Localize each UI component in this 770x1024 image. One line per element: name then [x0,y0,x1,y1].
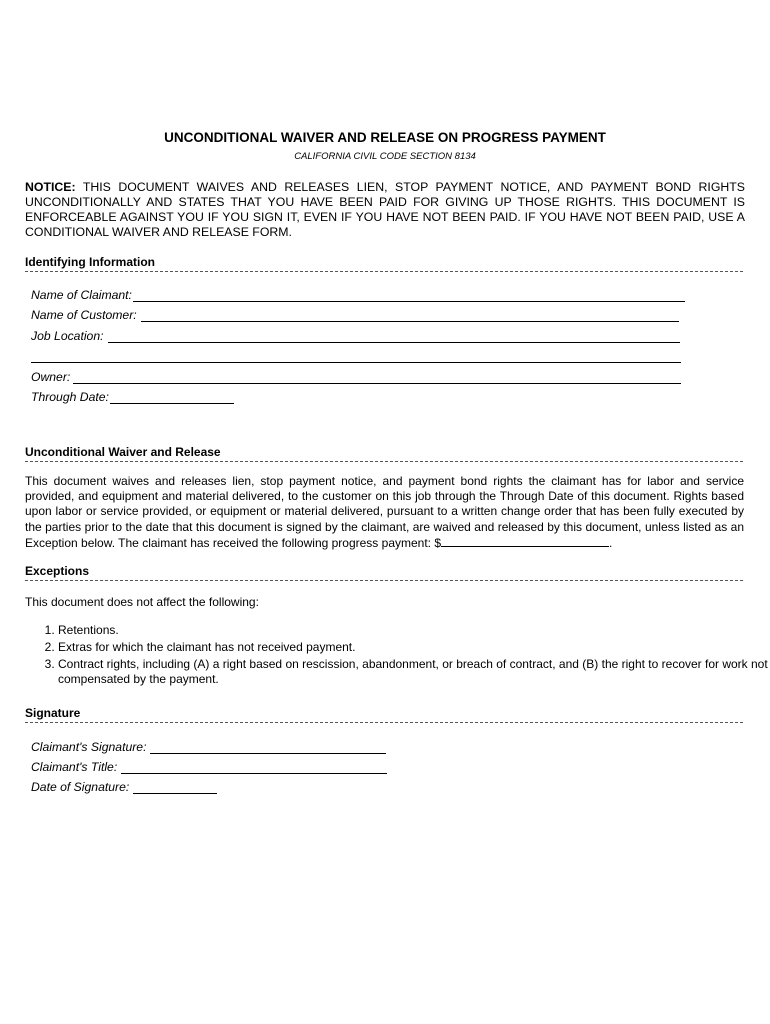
exception-item-contract-rights-text: 3. Contract rights, including (A) a right based on rescission, abandonment, or breach of contract, and (B) the right to recover for work not compensated by the payment. [58,657,768,686]
exception-item-contract-rights [58,656,770,687]
progress-payment-amount-line[interactable] [441,535,609,547]
claimant-title-field[interactable] [31,758,387,774]
through-date-field[interactable] [31,388,234,404]
waiver-body-text: This document waives and releases lien, stop payment notice, and payment bond rights the claimant has for labor and service provided, and equipment and material delivered, to the customer on this job through the Through Date of this document. Rights based upon labor or service provided, or equipment or material delivered, pursuant to a written change order that has been fully executed by the parties prior to the date that this document is signed by the claimant, are waived and released by this document, unless listed as an Exception below. The claimant has received the following progress payment: $ [25,474,744,550]
claimant-title-input-line[interactable] [121,761,387,774]
job-location-label: Job Location: [31,329,104,343]
claimant-signature-input-line[interactable] [150,741,386,754]
exceptions-list [25,622,770,687]
owner-label: Owner: [31,370,71,384]
name-of-customer-field[interactable] [31,306,679,322]
date-of-signature-field[interactable] [31,778,217,794]
exception-item-extras: 2. Extras for which the claimant has not received payment. [58,639,770,656]
notice-text: THIS DOCUMENT WAIVES AND RELEASES LIEN, STOP PAYMENT NOTICE, AND PAYMENT BOND RIGHTS UNCONDITIONALLY AND STATES THAT YOU HAVE BEEN PAID FOR GIVING UP THOSE RIGHTS. THIS DOCUMENT IS ENFORCEABLE AGAINST YOU IF YOU SIGN IT, EVEN IF YOU HAVE NOT BEEN PAID. IF YOU HAVE NOT BEEN PAID, USE A CONDITIONAL WAIVER AND RELEASE FORM. [25,180,745,239]
through-date-input-line[interactable] [110,391,234,404]
notice-label: NOTICE: [25,180,76,194]
notice-paragraph [25,180,745,240]
exceptions-intro: This document does not affect the following: [25,595,259,609]
owner-input-line[interactable] [73,371,681,384]
date-of-signature-input-line[interactable] [133,781,217,794]
name-of-customer-label: Name of Customer: [31,308,137,322]
job-location-field[interactable] [31,327,680,343]
claimant-signature-label: Claimant's Signature: [31,740,147,754]
claimant-title-label: Claimant's Title: [31,760,118,774]
date-of-signature-label: Date of Signature: [31,780,130,794]
waiver-end-punctuation: . [609,535,613,550]
through-date-label: Through Date: [31,390,109,404]
owner-field[interactable] [31,368,681,384]
job-location-continuation-line[interactable] [31,350,681,363]
name-of-customer-input-line[interactable] [141,309,679,322]
section-heading-identifying: Identifying Information [25,255,743,272]
document-subtitle: CALIFORNIA CIVIL CODE SECTION 8134 [294,151,476,162]
name-of-claimant-input-line[interactable] [133,289,685,302]
name-of-claimant-label: Name of Claimant: [31,288,132,302]
section-heading-waiver: Unconditional Waiver and Release [25,445,743,462]
document-title: UNCONDITIONAL WAIVER AND RELEASE ON PROGRESS PAYMENT [164,130,606,145]
job-location-continuation-field[interactable] [31,347,681,363]
name-of-claimant-field[interactable] [31,286,685,302]
section-heading-signature: Signature [25,706,743,723]
job-location-input-line[interactable] [108,330,680,343]
exception-item-retentions: 1. Retentions. [58,622,770,639]
claimant-signature-field[interactable] [31,738,386,754]
waiver-paragraph [25,474,744,551]
section-heading-exceptions: Exceptions [25,564,743,581]
